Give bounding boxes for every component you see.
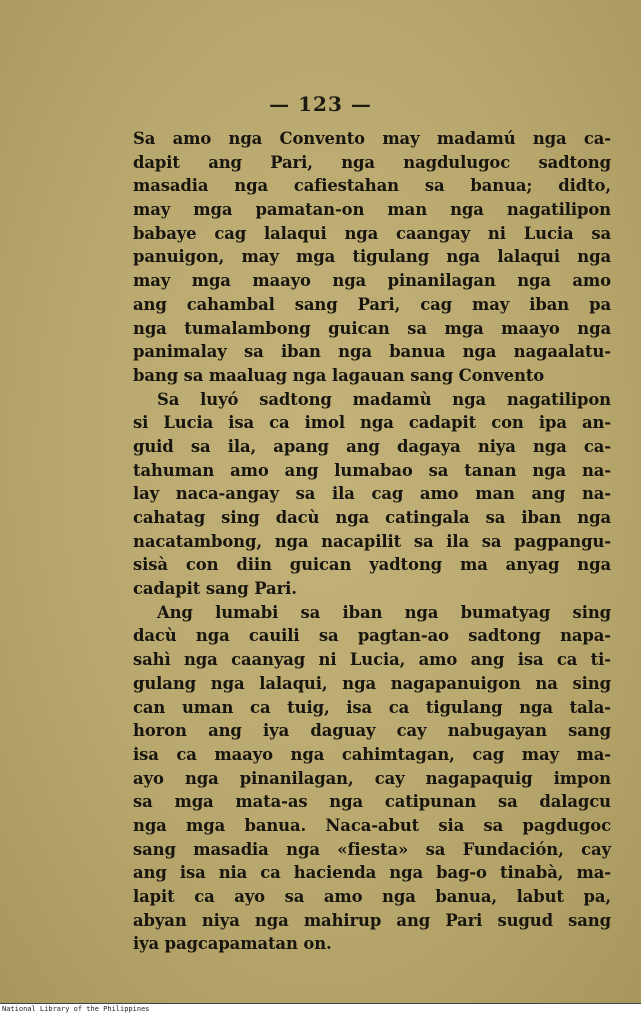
text-line: horon ang iya daguay cay nabugayan sang <box>133 721 611 741</box>
text-line: sa mga mata-as nga catipunan sa dalagcu <box>133 792 611 812</box>
text-line: cadapit sang Pari. <box>133 579 297 599</box>
text-line: sisà con diin guican yadtong ma anyag nga <box>133 555 611 575</box>
text-line: ayo nga pinanilagan, cay nagapaquig impon <box>133 768 611 788</box>
text-line: can uman ca tuig, isa ca tigulang nga tala- <box>133 697 611 717</box>
text-line: may mga maayo nga pinanilagan nga amo <box>133 271 611 291</box>
text-line: Sa amo nga Convento may madamú nga ca- <box>133 129 611 148</box>
text-line: masadia nga cafiestahan sa banua; didto, <box>133 176 611 196</box>
text-line: Ang lumabi sa iban nga bumatyag sing <box>157 602 611 622</box>
text-line: gulang nga lalaqui, nga nagapanuigon na sing <box>133 673 611 693</box>
text-line: dacù nga cauili sa pagtan-ao sadtong napa- <box>133 626 611 646</box>
text-line: tahuman amo ang lumabao sa tanan nga na- <box>133 460 611 480</box>
text-line: nacatambong, nga nacapilit sa ila sa pagpangu- <box>133 531 611 551</box>
footer-credit: National Library of the Philippines <box>2 1005 150 1013</box>
text-line: abyan niya nga mahirup ang Pari sugud sang <box>133 910 611 930</box>
footer-bar <box>0 1003 641 1014</box>
text-line: nga tumalambong guican sa mga maayo nga <box>133 318 611 338</box>
text-line: may mga pamatan-on man nga nagatilipon <box>133 200 611 220</box>
text-line: dapit ang Pari, nga nagdulugoc sadtong <box>133 152 611 172</box>
text-line: Sa luyó sadtong madamù nga nagatilipon <box>157 389 611 409</box>
body-text <box>133 127 611 956</box>
text-line: cahatag sing dacù nga catingala sa iban nga <box>133 508 611 527</box>
text-line: iya pagcapamatan on. <box>133 934 332 954</box>
text-line: panimalay sa iban nga banua nga nagaalatu- <box>133 342 611 362</box>
text-line: ang cahambal sang Pari, cag may iban pa <box>133 294 611 314</box>
text-line: babaye cag lalaqui nga caangay ni Lucia sa <box>133 223 611 243</box>
text-line: guid sa ila, apang ang dagaya niya nga ca- <box>133 436 611 456</box>
text-line: sang masadia nga «fiesta» sa Fundación, cay <box>133 839 611 859</box>
text-line: bang sa maaluag nga lagauan sang Convento <box>133 365 545 385</box>
text-line: nga mga banua. Naca-abut sia sa pagdugoc <box>133 815 611 835</box>
text-line: panuigon, may mga tigulang nga lalaqui nga <box>133 247 611 267</box>
text-line: sahì nga caanyag ni Lucia, amo ang isa ca ti- <box>133 650 611 670</box>
text-line: isa ca maayo nga cahimtagan, cag may ma- <box>133 744 611 764</box>
text-line: si Lucia isa ca imol nga cadapit con ipa an- <box>133 413 611 433</box>
text-line: ang isa nia ca hacienda nga bag-o tinabà, ma- <box>133 863 611 883</box>
text-line: lay naca-angay sa ila cag amo man ang na- <box>133 484 611 504</box>
page-number: — 123 — <box>269 92 372 116</box>
text-line: lapit ca ayo sa amo nga banua, labut pa, <box>133 887 611 906</box>
